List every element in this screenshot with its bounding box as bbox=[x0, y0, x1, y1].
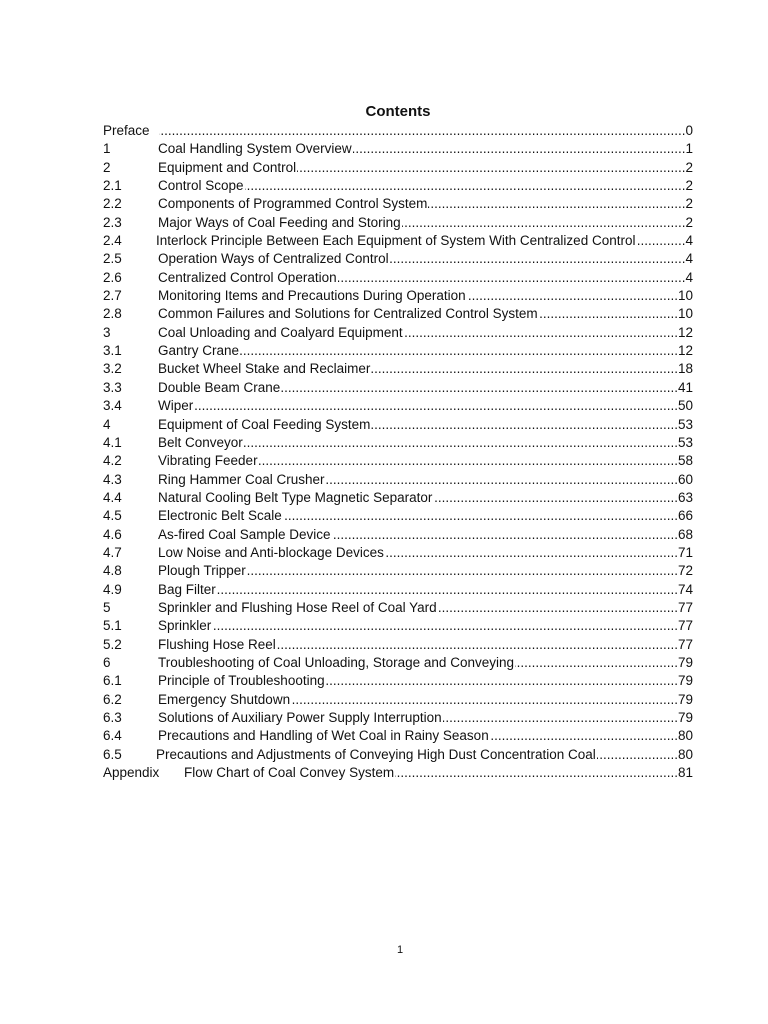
toc-entry bbox=[103, 452, 693, 470]
toc-dot-leader bbox=[371, 416, 678, 434]
toc-dot-leader bbox=[490, 727, 678, 745]
toc-entry-page: 79 bbox=[677, 673, 693, 689]
toc-dot-leader bbox=[326, 471, 678, 489]
toc-entry-number: 2.7 bbox=[103, 288, 122, 304]
toc-dot-leader bbox=[515, 654, 678, 672]
toc-entry-number: 4.9 bbox=[103, 581, 122, 597]
toc-entry-number: 2.5 bbox=[103, 251, 122, 267]
toc-entry-page: 79 bbox=[677, 710, 693, 725]
toc-entry bbox=[103, 287, 693, 305]
toc-entry bbox=[103, 709, 693, 727]
toc-dot-leader bbox=[212, 617, 678, 635]
toc-entry-number: 4 bbox=[103, 416, 111, 432]
toc-entry bbox=[103, 746, 693, 764]
toc-entry-title: Precautions and Adjustments of Conveying High Dust Concentration Coal bbox=[156, 746, 596, 762]
toc-entry-number: 2.4 bbox=[103, 233, 122, 249]
toc-entry-number: 4.1 bbox=[103, 434, 122, 450]
toc-entry-page: 12 bbox=[677, 343, 693, 359]
toc-entry-number: 5.2 bbox=[103, 636, 122, 652]
toc-dot-leader bbox=[217, 581, 678, 599]
toc-entry-page: 77 bbox=[677, 618, 693, 634]
toc-dot-leader bbox=[259, 452, 678, 470]
toc-entry-page: 80 bbox=[677, 728, 693, 744]
toc-entry-title: Common Failures and Solutions for Centralized Control System bbox=[158, 306, 538, 322]
toc-dot-leader bbox=[194, 397, 678, 415]
toc-dot-leader bbox=[467, 287, 678, 305]
toc-dot-leader bbox=[338, 269, 686, 287]
toc-entry-title: Natural Cooling Belt Type Magnetic Separator bbox=[158, 489, 433, 505]
toc-entry-page: 41 bbox=[677, 379, 693, 395]
toc-entry bbox=[103, 342, 693, 360]
toc-entry bbox=[103, 691, 693, 709]
toc-dot-leader bbox=[245, 177, 686, 195]
toc-entry-number: 4.2 bbox=[103, 453, 122, 469]
toc-entry-title: Low Noise and Anti-blockage Devices bbox=[158, 544, 384, 560]
toc-entry-number: 4.6 bbox=[103, 526, 122, 542]
toc-entry-page: 72 bbox=[677, 563, 693, 579]
toc-entry-page: 53 bbox=[677, 416, 693, 432]
toc-entry-page: 77 bbox=[677, 599, 693, 615]
toc-entry-title: Coal Unloading and Coalyard Equipment bbox=[158, 324, 403, 340]
toc-entry-page: 10 bbox=[677, 306, 693, 322]
toc-entry-number: 6.2 bbox=[103, 691, 122, 707]
toc-entry-page: 58 bbox=[677, 453, 693, 469]
toc-dot-leader bbox=[326, 672, 678, 690]
toc-entry-number: Preface bbox=[103, 123, 150, 138]
toc-entry-page: 71 bbox=[677, 544, 693, 560]
toc-entry bbox=[103, 140, 693, 158]
toc-entry-page: 1 bbox=[685, 141, 693, 157]
toc-entry bbox=[103, 195, 693, 213]
toc-entry-page: 66 bbox=[677, 508, 693, 524]
toc-dot-leader bbox=[244, 434, 678, 452]
toc-entry bbox=[103, 489, 693, 507]
toc-entry-number: 4.5 bbox=[103, 508, 122, 524]
toc-entry bbox=[103, 636, 693, 654]
toc-entry-title: Equipment of Coal Feeding System bbox=[158, 416, 371, 432]
toc-entry-page: 80 bbox=[677, 746, 693, 762]
toc-entry-title: Coal Handling System Overview bbox=[158, 141, 352, 157]
toc-entry bbox=[103, 232, 693, 250]
toc-entry bbox=[103, 397, 693, 415]
toc-entry-title: Principle of Troubleshooting bbox=[158, 673, 325, 689]
toc-dot-leader bbox=[283, 507, 678, 525]
toc-entry-title: Interlock Principle Between Each Equipment of System With Centralized Control bbox=[156, 233, 636, 249]
toc-dot-leader bbox=[402, 214, 686, 232]
toc-entry-number: 3.1 bbox=[103, 343, 122, 359]
toc-entry-page: 74 bbox=[677, 581, 693, 597]
toc-entry bbox=[103, 122, 693, 140]
toc-entry-number: 4.8 bbox=[103, 563, 122, 579]
contents-heading: Contents bbox=[365, 103, 431, 120]
toc-dot-leader bbox=[371, 360, 678, 378]
toc-entry-title: Vibrating Feeder bbox=[158, 453, 258, 469]
toc-entry bbox=[103, 526, 693, 544]
toc-entry-page: 18 bbox=[677, 361, 693, 377]
toc-entry bbox=[103, 507, 693, 525]
toc-entry-number: 3.2 bbox=[103, 361, 122, 377]
toc-entry bbox=[103, 214, 693, 232]
toc-entry-title: Equipment and Control bbox=[158, 159, 297, 175]
toc-entry-title: Emergency Shutdown bbox=[158, 691, 291, 707]
toc-entry-page: 10 bbox=[677, 288, 693, 304]
toc-entry-number: 5.1 bbox=[103, 618, 122, 634]
toc-entry bbox=[103, 177, 693, 195]
toc-entry-title: Flow Chart of Coal Convey System bbox=[184, 765, 395, 781]
toc-entry bbox=[103, 250, 693, 268]
toc-entry bbox=[103, 599, 693, 617]
toc-entry bbox=[103, 617, 693, 635]
table-of-contents bbox=[103, 122, 693, 782]
toc-entry-page: 63 bbox=[677, 489, 693, 505]
toc-entry bbox=[103, 360, 693, 378]
toc-entry-number: 2.2 bbox=[103, 196, 122, 212]
toc-dot-leader bbox=[247, 562, 678, 580]
toc-entry-title: Gantry Crane bbox=[158, 343, 240, 359]
toc-entry-number: 6.5 bbox=[103, 746, 122, 762]
toc-entry-number: 2.6 bbox=[103, 269, 122, 285]
toc-entry-number: 5 bbox=[103, 599, 111, 615]
toc-entry-title: Components of Programmed Control System bbox=[158, 196, 428, 212]
toc-entry-page: 4 bbox=[685, 269, 693, 285]
toc-entry-title: Flushing Hose Reel bbox=[158, 636, 276, 652]
toc-entry-number: 4.7 bbox=[103, 544, 122, 560]
toc-entry-page: 79 bbox=[677, 691, 693, 707]
toc-entry-page: 60 bbox=[677, 471, 693, 487]
toc-dot-leader bbox=[539, 305, 678, 323]
toc-dot-leader bbox=[395, 764, 678, 782]
toc-dot-leader bbox=[433, 489, 678, 507]
toc-entry-page: 53 bbox=[677, 434, 693, 450]
toc-dot-leader bbox=[291, 691, 678, 709]
toc-dot-leader bbox=[353, 140, 686, 158]
toc-entry bbox=[103, 471, 693, 489]
toc-entry-page: 81 bbox=[677, 765, 693, 781]
toc-entry-number: 6.3 bbox=[103, 710, 122, 725]
toc-entry bbox=[103, 581, 693, 599]
toc-entry-number: 6 bbox=[103, 654, 111, 670]
toc-dot-leader bbox=[281, 379, 678, 397]
toc-entry-page: 2 bbox=[685, 159, 693, 175]
toc-entry-title: Bag Filter bbox=[158, 581, 216, 597]
toc-entry-page: 2 bbox=[685, 178, 693, 194]
toc-entry-number: 2.8 bbox=[103, 306, 122, 322]
toc-entry bbox=[103, 269, 693, 287]
toc-entry-page: 77 bbox=[677, 636, 693, 652]
toc-dot-leader bbox=[428, 195, 685, 213]
toc-entry-number: 6.4 bbox=[103, 728, 122, 744]
toc-entry-title: Control Scope bbox=[158, 178, 244, 194]
toc-entry-page: 79 bbox=[677, 654, 693, 670]
toc-dot-leader bbox=[636, 232, 685, 250]
toc-entry-title: Precautions and Handling of Wet Coal in Rainy Season bbox=[158, 728, 489, 744]
toc-dot-leader bbox=[438, 599, 678, 617]
toc-entry-number: 3.3 bbox=[103, 379, 122, 395]
toc-entry-number: 2.1 bbox=[103, 178, 122, 194]
toc-entry bbox=[103, 324, 693, 342]
toc-entry-number: 3.4 bbox=[103, 398, 122, 414]
toc-entry-title: Electronic Belt Scale bbox=[158, 508, 282, 524]
toc-entry-title: Wiper bbox=[158, 398, 194, 414]
toc-entry-number: 4.4 bbox=[103, 489, 122, 505]
toc-dot-leader bbox=[404, 324, 678, 342]
toc-dot-leader bbox=[297, 159, 685, 177]
toc-entry bbox=[103, 416, 693, 434]
toc-entry-title: Major Ways of Coal Feeding and Storing bbox=[158, 214, 401, 230]
toc-entry-page: 2 bbox=[685, 196, 693, 212]
toc-entry-title: Sprinkler and Flushing Hose Reel of Coal Yard bbox=[158, 599, 437, 615]
toc-entry bbox=[103, 159, 693, 177]
toc-dot-leader bbox=[332, 526, 678, 544]
toc-entry bbox=[103, 727, 693, 745]
toc-entry bbox=[103, 379, 693, 397]
toc-entry bbox=[103, 672, 693, 690]
toc-entry-page: 0 bbox=[685, 123, 693, 138]
toc-dot-leader bbox=[597, 746, 678, 764]
toc-entry-number: 2.3 bbox=[103, 214, 122, 230]
toc-dot-leader bbox=[443, 709, 678, 727]
toc-entry-page: 68 bbox=[677, 526, 693, 542]
toc-entry-title: Ring Hammer Coal Crusher bbox=[158, 471, 325, 487]
toc-entry-title: Troubleshooting of Coal Unloading, Storage and Conveying bbox=[158, 654, 514, 670]
toc-entry-page: 4 bbox=[685, 233, 693, 249]
toc-entry-title: Centralized Control Operation bbox=[158, 269, 337, 285]
toc-entry bbox=[103, 305, 693, 323]
toc-entry-page: 12 bbox=[677, 324, 693, 340]
toc-dot-leader bbox=[240, 342, 678, 360]
toc-entry-number: 4.3 bbox=[103, 471, 122, 487]
toc-entry-number: 1 bbox=[103, 141, 111, 157]
toc-dot-leader bbox=[159, 122, 685, 140]
toc-entry-title: Operation Ways of Centralized Control bbox=[158, 251, 389, 267]
toc-entry-page: 50 bbox=[677, 398, 693, 414]
toc-entry bbox=[103, 562, 693, 580]
page-number: 1 bbox=[396, 944, 404, 956]
toc-dot-leader bbox=[390, 250, 686, 268]
toc-entry bbox=[103, 654, 693, 672]
toc-entry-title: Belt Conveyor bbox=[158, 434, 243, 450]
toc-entry-title: Sprinkler bbox=[158, 618, 212, 634]
toc-entry-title: Bucket Wheel Stake and Reclaimer bbox=[158, 361, 371, 377]
toc-entry bbox=[103, 434, 693, 452]
toc-entry-title: Monitoring Items and Precautions During Operation bbox=[158, 288, 466, 304]
toc-dot-leader bbox=[385, 544, 678, 562]
toc-entry-title: Double Beam Crane bbox=[158, 379, 281, 395]
toc-entry-title: Solutions of Auxiliary Power Supply Interruption bbox=[158, 710, 442, 725]
toc-entry bbox=[103, 764, 693, 782]
toc-entry-number: 6.1 bbox=[103, 673, 122, 689]
toc-entry-page: 4 bbox=[685, 251, 693, 267]
toc-entry-title: As-fired Coal Sample Device bbox=[158, 526, 331, 542]
toc-entry bbox=[103, 544, 693, 562]
toc-dot-leader bbox=[277, 636, 678, 654]
toc-entry-title: Plough Tripper bbox=[158, 563, 246, 579]
toc-entry-number: 3 bbox=[103, 324, 111, 340]
toc-entry-page: 2 bbox=[685, 214, 693, 230]
toc-entry-number: Appendix bbox=[103, 765, 160, 781]
toc-entry-number: 2 bbox=[103, 159, 111, 175]
